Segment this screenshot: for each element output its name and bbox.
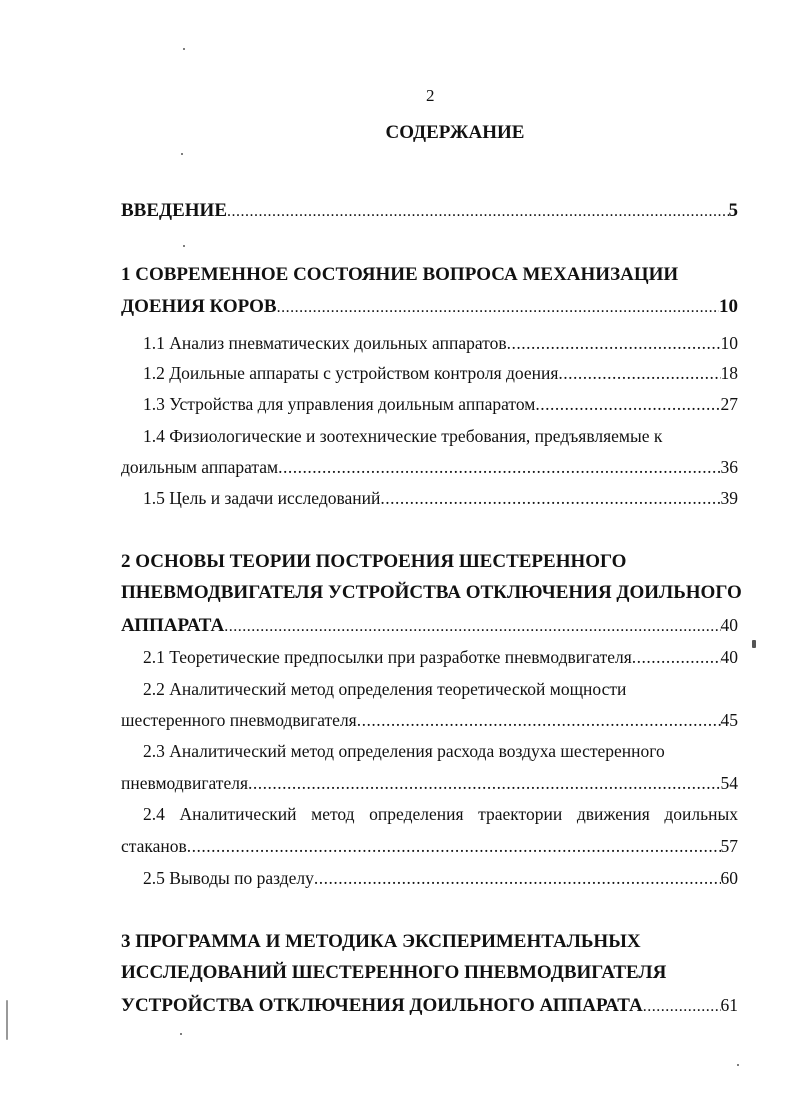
toc-entry-chapter-1[interactable] [121, 295, 738, 320]
toc-entry-chapter-2[interactable] [121, 613, 738, 639]
word: 2.4 [143, 804, 165, 824]
leader-dots [507, 331, 721, 355]
chapter-2-heading-line2: ПНЕВМОДВИГАТЕЛЯ УСТРОЙСТВА ОТКЛЮЧЕНИЯ ДОИЛЬНОГО [121, 582, 742, 603]
toc-page: 61 [720, 995, 738, 1015]
toc-entry-2-2[interactable] [121, 708, 738, 732]
scan-speck [181, 153, 183, 155]
page-title: СОДЕРЖАНИЕ [385, 122, 525, 143]
toc-page: 45 [720, 710, 738, 730]
leader-dots [224, 614, 720, 639]
toc-label: пневмодвигателя [121, 773, 249, 793]
leader-dots [248, 771, 720, 795]
toc-page: 27 [720, 394, 738, 414]
word: траектории [478, 804, 563, 824]
toc-entry-chapter-3[interactable] [121, 993, 738, 1019]
toc-page: 39 [720, 488, 738, 508]
toc-label: ВВЕДЕНИЕ [121, 200, 227, 221]
toc-label: шестеренного пневмодвигателя [121, 710, 357, 730]
toc-label: АППАРАТА [121, 615, 225, 636]
chapter-2-heading-line1: 2 ОСНОВЫ ТЕОРИИ ПОСТРОЕНИЯ ШЕСТЕРЕННОГО [121, 551, 627, 572]
toc-page: 40 [720, 615, 738, 635]
toc-entry-2-3[interactable] [121, 771, 738, 795]
toc-label: 1.3 Устройства для управления доильным аппаратом [143, 394, 536, 414]
toc-page: 40 [720, 647, 738, 667]
word: определения [369, 804, 464, 824]
leader-dots [277, 295, 719, 320]
scan-speck [752, 640, 756, 648]
toc-entry-1-4-line1: 1.4 Физиологические и зоотехнические требования, предъявляемые к [143, 426, 663, 446]
chapter-3-heading-line2: ИССЛЕДОВАНИЙ ШЕСТЕРЕННОГО ПНЕВМОДВИГАТЕЛЯ [121, 962, 667, 983]
scan-speck [183, 48, 185, 50]
toc-label: 2.5 Выводы по разделу [143, 868, 314, 888]
toc-label: УСТРОЙСТВА ОТКЛЮЧЕНИЯ ДОИЛЬНОГО АППАРАТА [121, 995, 643, 1016]
toc-entry-2-4[interactable] [121, 834, 738, 858]
leader-dots [187, 834, 721, 858]
toc-page: 54 [720, 773, 738, 793]
chapter-3-heading-line1: 3 ПРОГРАММА И МЕТОДИКА ЭКСПЕРИМЕНТАЛЬНЫХ [121, 931, 641, 952]
toc-entry-2-1[interactable] [143, 645, 738, 669]
word: метод [311, 804, 355, 824]
toc-entry-1-1[interactable] [143, 331, 738, 355]
leader-dots [643, 994, 721, 1019]
toc-page: 5 [728, 200, 738, 221]
toc-label: доильным аппаратам [121, 457, 279, 477]
toc-entry-2-4-line1 [143, 802, 738, 826]
leader-dots [314, 866, 721, 890]
toc-entry-1-3[interactable] [143, 392, 738, 416]
toc-label: стаканов [121, 836, 187, 856]
toc-entry-2-5[interactable] [143, 866, 738, 890]
toc-label: 1.5 Цель и задачи исследований [143, 488, 381, 508]
toc-page: 10 [719, 296, 738, 317]
toc-entry-2-2-line1: 2.2 Аналитический метод определения теоретической мощности [143, 679, 627, 699]
scan-speck [180, 1033, 182, 1035]
leader-dots [380, 486, 720, 510]
scan-speck [183, 245, 185, 247]
toc-label: ДОЕНИЯ КОРОВ [121, 296, 277, 317]
scan-speck [737, 1064, 739, 1066]
page-number: 2 [426, 86, 435, 105]
word: доильных [664, 804, 738, 824]
leader-dots [535, 392, 720, 416]
word: Аналитический [179, 804, 297, 824]
toc-entry-1-5[interactable] [143, 486, 738, 510]
toc-page: 60 [720, 868, 738, 888]
leader-dots [632, 645, 721, 669]
toc-page: 18 [720, 363, 738, 383]
chapter-1-heading: 1 СОВРЕМЕННОЕ СОСТОЯНИЕ ВОПРОСА МЕХАНИЗАЦИИ [121, 264, 679, 285]
leader-dots [357, 708, 721, 732]
toc-page: 36 [720, 457, 738, 477]
toc-entry-1-4[interactable] [121, 455, 738, 479]
leader-dots [227, 199, 729, 224]
toc-page: 10 [720, 333, 738, 353]
toc-page: 57 [720, 836, 738, 856]
toc-entry-intro[interactable] [121, 199, 738, 224]
word: движения [576, 804, 650, 824]
toc-label: 1.1 Анализ пневматических доильных аппаратов [143, 333, 507, 353]
toc-entry-1-2[interactable] [143, 361, 738, 385]
leader-dots [278, 455, 720, 479]
leader-dots [558, 361, 720, 385]
toc-entry-2-3-line1: 2.3 Аналитический метод определения расхода воздуха шестеренного [143, 741, 665, 761]
toc-label: 1.2 Доильные аппараты с устройством контроля доения [143, 363, 559, 383]
scan-edge-mark [6, 1000, 8, 1040]
toc-label: 2.1 Теоретические предпосылки при разработке пневмодвигателя [143, 647, 632, 667]
